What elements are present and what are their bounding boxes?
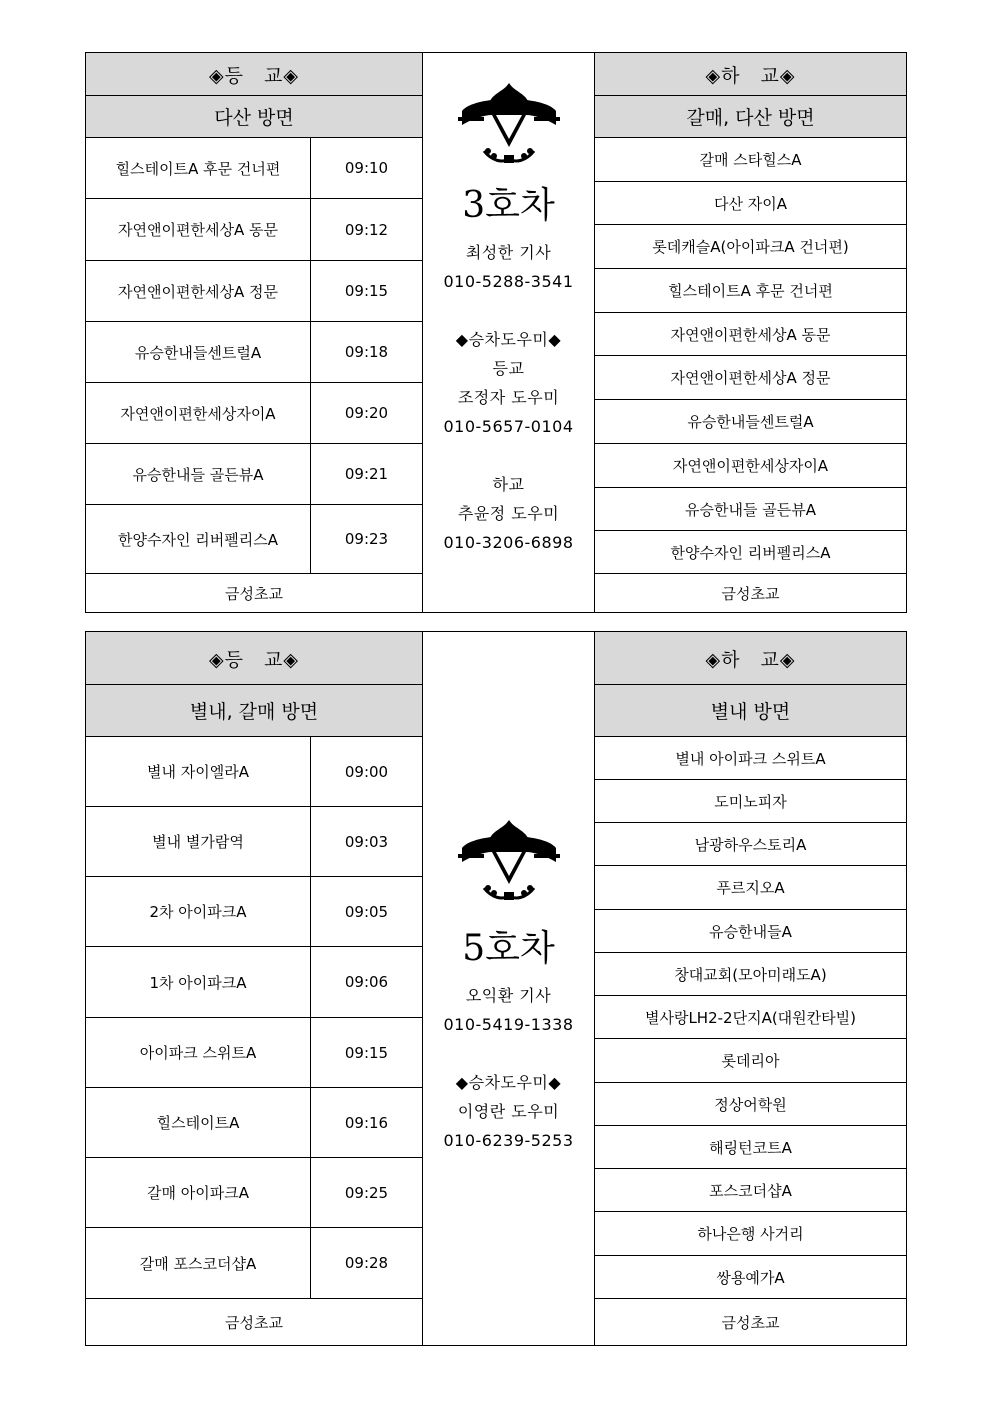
table-row bbox=[86, 138, 422, 199]
helper-phone-morning: 010-5657-0104 bbox=[443, 417, 574, 436]
afternoon-header-label: ◈하 교◈ bbox=[705, 64, 796, 87]
list-item: 다산 자이A bbox=[595, 182, 906, 225]
morning-area bbox=[86, 96, 422, 138]
destination: 금성초교 bbox=[225, 1313, 283, 1332]
stop-name: 유승한내들 골든뷰A bbox=[86, 444, 311, 504]
list-item: 자연앤이편한세상자이A bbox=[595, 444, 906, 488]
destination: 금성초교 bbox=[721, 1313, 780, 1332]
stop-time: 09:16 bbox=[344, 1113, 389, 1132]
school-emblem-icon bbox=[454, 818, 564, 908]
afternoon-header bbox=[595, 632, 906, 685]
helper-title: ◆승차도우미◆ bbox=[455, 330, 562, 349]
morning-header bbox=[86, 53, 422, 96]
table-row bbox=[86, 1018, 422, 1088]
bus-number: 3호차 bbox=[462, 185, 555, 226]
helper-name: 이영란 도우미 bbox=[457, 1102, 560, 1121]
list-item: 자연앤이편한세상A 정문 bbox=[595, 356, 906, 400]
driver-phone: 010-5288-3541 bbox=[443, 272, 574, 291]
list-item: 힐스테이트A 후문 건너편 bbox=[595, 269, 906, 313]
table-row bbox=[86, 1158, 422, 1228]
list-item: 롯데리아 bbox=[595, 1039, 906, 1083]
bus-info-column bbox=[423, 53, 595, 612]
bus-3-schedule bbox=[85, 52, 907, 613]
bus-5-schedule bbox=[85, 631, 907, 1346]
stop-name: 유승한내들센트럴A bbox=[86, 322, 311, 382]
stop-name: 힐스테이트A 후문 건너편 bbox=[86, 138, 311, 198]
destination: 금성초교 bbox=[225, 584, 283, 603]
list-item: 포스코더샵A bbox=[595, 1169, 906, 1212]
morning-area-label: 별내, 갈매 방면 bbox=[189, 701, 319, 723]
morning-header-label: ◈등 교◈ bbox=[209, 648, 299, 671]
stop-time: 09:12 bbox=[344, 220, 389, 239]
table-row bbox=[86, 877, 422, 947]
helper-phone: 010-6239-5253 bbox=[443, 1131, 574, 1150]
stop-name: 1차 아이파크A bbox=[86, 947, 311, 1017]
stop-time: 09:21 bbox=[344, 465, 389, 483]
table-row bbox=[86, 737, 422, 807]
driver-name: 오익환 기사 bbox=[465, 986, 552, 1005]
stop-name: 자연앤이편한세상자이A bbox=[86, 383, 311, 443]
morning-column bbox=[86, 632, 423, 1345]
stop-name: 아이파크 스위트A bbox=[86, 1018, 311, 1087]
stop-time: 09:23 bbox=[344, 530, 389, 548]
table-row bbox=[86, 383, 422, 444]
list-item: 남광하우스토리A bbox=[595, 823, 906, 866]
stop-time: 09:18 bbox=[344, 343, 389, 361]
morning-header bbox=[86, 632, 422, 685]
list-item: 쌍용예가A bbox=[595, 1256, 906, 1299]
list-item: 별사랑LH2-2단지A(대원칸타빌) bbox=[595, 996, 906, 1039]
afternoon-area-label: 갈매, 다산 방면 bbox=[686, 107, 815, 129]
stop-time: 09:06 bbox=[344, 973, 389, 991]
list-item: 도미노피자 bbox=[595, 780, 906, 823]
table-row bbox=[86, 444, 422, 505]
stop-time: 09:00 bbox=[344, 762, 389, 781]
list-item: 창대교회(모아미래도A) bbox=[595, 953, 906, 996]
morning-header-label: ◈등 교◈ bbox=[209, 64, 299, 87]
afternoon-header bbox=[595, 53, 906, 96]
helper-name-morning: 조정자 도우미 bbox=[457, 388, 560, 407]
stop-time: 09:05 bbox=[344, 902, 389, 921]
stop-time: 09:15 bbox=[344, 282, 389, 300]
table-row bbox=[86, 1228, 422, 1299]
helper-name-afternoon: 추윤정 도우미 bbox=[457, 504, 560, 523]
bus-number: 5호차 bbox=[462, 928, 555, 969]
list-item: 한양수자인 리버펠리스A bbox=[595, 531, 906, 574]
stop-time: 09:28 bbox=[344, 1254, 389, 1272]
afternoon-column bbox=[595, 53, 906, 612]
table-row bbox=[86, 505, 422, 574]
list-item: 해링턴코트A bbox=[595, 1126, 906, 1169]
list-item: 갈매 스타힐스A bbox=[595, 138, 906, 182]
table-row bbox=[86, 807, 422, 877]
table-row bbox=[86, 322, 422, 383]
stop-name: 별내 별가람역 bbox=[86, 807, 311, 876]
list-item: 자연앤이편한세상A 동문 bbox=[595, 313, 906, 356]
stop-time: 09:20 bbox=[344, 404, 389, 422]
list-item: 유승한내들A bbox=[595, 910, 906, 953]
table-row bbox=[86, 199, 422, 261]
stop-name: 힐스테이트A bbox=[86, 1088, 311, 1157]
table-row bbox=[86, 261, 422, 322]
list-item: 롯데캐슬A(아이파크A 건너편) bbox=[595, 225, 906, 269]
stop-time: 09:25 bbox=[344, 1183, 389, 1202]
list-item: 푸르지오A bbox=[595, 866, 906, 910]
afternoon-area-label: 별내 방면 bbox=[710, 701, 791, 723]
list-item: 유승한내들 골든뷰A bbox=[595, 488, 906, 531]
morning-area-label: 다산 방면 bbox=[214, 107, 294, 129]
stop-name: 갈매 포스코더샵A bbox=[86, 1228, 311, 1298]
helper-label-morning: 등교 bbox=[492, 359, 525, 378]
list-item: 정상어학원 bbox=[595, 1083, 906, 1126]
afternoon-column bbox=[595, 632, 906, 1345]
helper-label-afternoon: 하교 bbox=[492, 475, 525, 494]
table-row bbox=[86, 1088, 422, 1158]
driver-phone: 010-5419-1338 bbox=[443, 1015, 574, 1034]
stop-name: 별내 자이엘라A bbox=[86, 737, 311, 806]
afternoon-area bbox=[595, 685, 906, 737]
school-emblem-icon bbox=[454, 81, 564, 171]
stop-name: 자연앤이편한세상A 동문 bbox=[86, 199, 311, 260]
helper-phone-afternoon: 010-3206-6898 bbox=[443, 533, 574, 552]
list-item: 별내 아이파크 스위트A bbox=[595, 737, 906, 780]
helper-title: ◆승차도우미◆ bbox=[455, 1073, 562, 1092]
stop-name: 갈매 아이파크A bbox=[86, 1158, 311, 1227]
table-row bbox=[86, 947, 422, 1018]
afternoon-area bbox=[595, 96, 906, 138]
list-item: 하나은행 사거리 bbox=[595, 1212, 906, 1256]
destination: 금성초교 bbox=[721, 584, 780, 603]
stop-time: 09:10 bbox=[344, 159, 389, 177]
bus-info-column bbox=[423, 632, 595, 1345]
driver-name: 최성한 기사 bbox=[465, 243, 552, 262]
stop-time: 09:15 bbox=[344, 1043, 389, 1062]
stop-name: 한양수자인 리버펠리스A bbox=[86, 505, 311, 573]
afternoon-header-label: ◈하 교◈ bbox=[705, 648, 796, 671]
stop-name: 2차 아이파크A bbox=[86, 877, 311, 946]
stop-time: 09:03 bbox=[344, 832, 389, 851]
list-item: 유승한내들센트럴A bbox=[595, 400, 906, 444]
stop-name: 자연앤이편한세상A 정문 bbox=[86, 261, 311, 321]
morning-area bbox=[86, 685, 422, 737]
morning-column bbox=[86, 53, 423, 612]
